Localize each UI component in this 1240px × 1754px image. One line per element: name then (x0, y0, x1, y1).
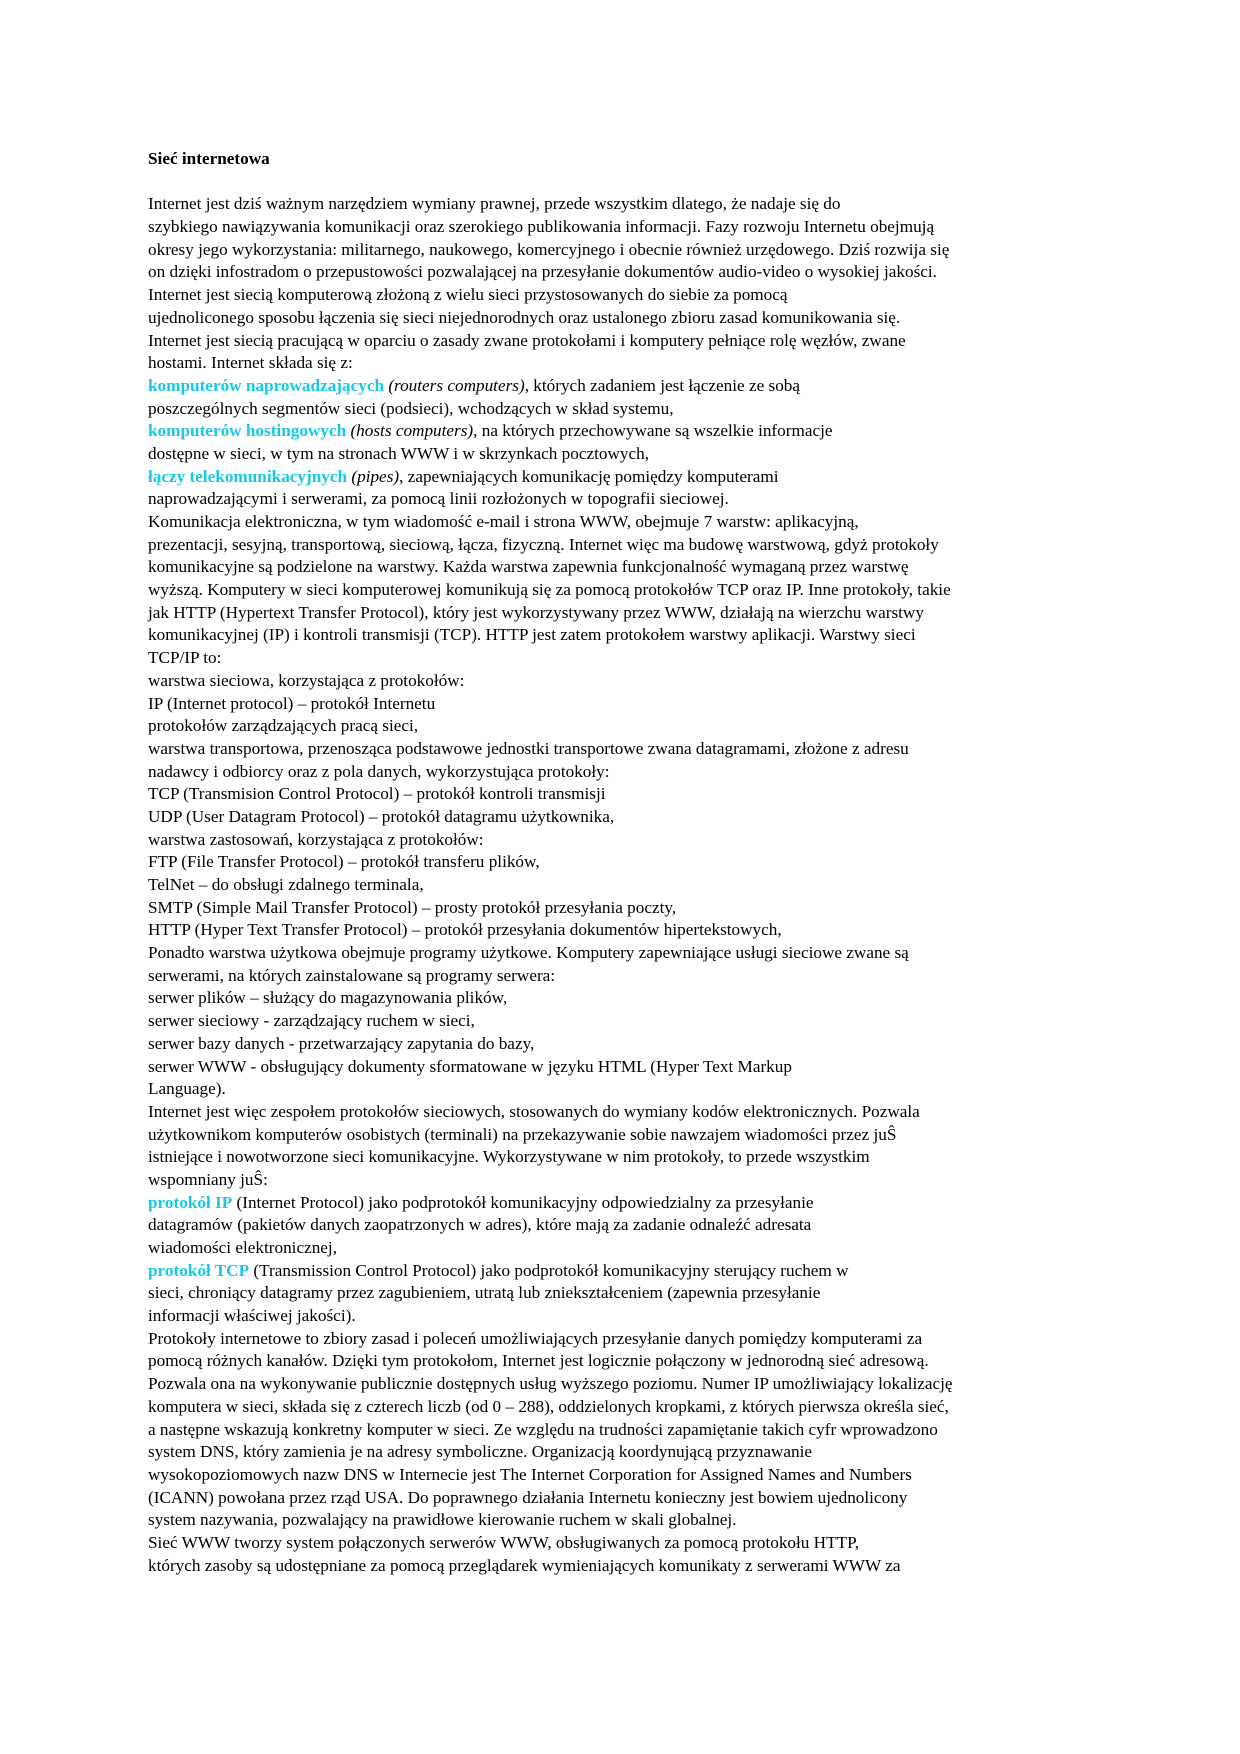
text-line (148, 352, 1108, 375)
text-line (148, 987, 1108, 1010)
text-line (148, 511, 1108, 534)
text-line (148, 216, 1108, 239)
line-text: dostępne w sieci, w tym na stronach WWW i w skrzynkach pocztowych, (148, 443, 650, 463)
highlighted-term: komputerów naprowadzających (148, 375, 385, 395)
line-text: a następne wskazują konkretny komputer w sieci. Ze względu na trudności zapamiętanie takich cyfr wprowadzono (148, 1419, 938, 1439)
line-text: Protokoły internetowe to zbiory zasad i poleceń umożliwiających przesyłanie danych pomiędzy komputerami za (148, 1328, 923, 1348)
text-line (148, 330, 1108, 353)
line-text: nadawcy i odbiorcy oraz z pola danych, wykorzystująca protokoły: (148, 761, 610, 781)
text-line (148, 1169, 1108, 1192)
line-text: serwerami, na których zainstalowane są programy serwera: (148, 965, 556, 985)
text-line (148, 1192, 1108, 1215)
line-text: wspomniany juŜ: (148, 1169, 268, 1189)
text-line (148, 942, 1108, 965)
line-text: Ponadto warstwa użytkowa obejmuje programy użytkowe. Komputery zapewniające usługi sieciowe zwane są (148, 943, 909, 963)
italic-term: (routers computers) (384, 375, 525, 395)
text-line (148, 738, 1108, 761)
text-line (148, 851, 1108, 874)
text-line (148, 829, 1108, 852)
text-line (148, 1056, 1108, 1079)
line-text: Komunikacja elektroniczna, w tym wiadomość e-mail i strona WWW, obejmuje 7 warstw: aplikacyjną, (148, 512, 859, 531)
text-line (148, 806, 1108, 829)
line-text: Language). (148, 1079, 226, 1099)
text-line (148, 398, 1108, 421)
document-body (148, 193, 1108, 1577)
line-text: prezentacji, sesyjną, transportową, sieciową, łącza, fizyczną. Internet więc ma budowę warstwową, gdyż protokoły (148, 534, 939, 554)
text-line (148, 1419, 1108, 1442)
text-line (148, 420, 1108, 443)
text-line (148, 307, 1108, 330)
line-text: FTP (File Transfer Protocol) – protokół transferu plików, (148, 852, 540, 872)
line-text: komputera w sieci, składa się z czterech liczb (od 0 – 288), oddzielonych kropkami, z których pierwsza określa sieć, (148, 1396, 949, 1416)
text-line (148, 647, 1108, 670)
text-line (148, 193, 1108, 216)
text-line (148, 239, 1108, 262)
highlighted-term: protokół TCP (148, 1260, 250, 1280)
line-text: HTTP (Hyper Text Transfer Protocol) – protokół przesyłania dokumentów hipertekstowych, (148, 920, 782, 940)
line-text: (Internet Protocol) jako podprotokół komunikacyjny odpowiedzialny za przesyłanie (232, 1192, 814, 1212)
text-line (148, 1101, 1108, 1124)
line-text: (Transmission Control Protocol) jako podprotokół komunikacyjny sterujący ruchem w (249, 1260, 849, 1280)
line-text: (ICANN) powołana przez rząd USA. Do poprawnego działania Internetu konieczny jest bowiem ujednolicony (148, 1487, 908, 1507)
text-line (148, 715, 1108, 738)
text-line (148, 466, 1108, 489)
line-text: sieci, chroniący datagramy przez zagubieniem, utratą lub zniekształceniem (zapewnia przesyłanie (148, 1283, 821, 1303)
line-text: TCP (Transmision Control Protocol) – protokół kontroli transmisji (148, 784, 606, 804)
line-text: komunikacyjne są podzielone na warstwy. Każda warstwa zapewnia funkcjonalność wymaganą przez warstwę (148, 557, 909, 577)
text-line (148, 1373, 1108, 1396)
line-text: SMTP (Simple Mail Transfer Protocol) – prosty protokół przesyłania poczty, (148, 897, 677, 917)
line-text: poszczególnych segmentów sieci (podsieci), wchodzących w skład systemu, (148, 398, 674, 418)
line-text: serwer bazy danych - przetwarzający zapytania do bazy, (148, 1033, 535, 1053)
text-line (148, 965, 1108, 988)
text-line (148, 1441, 1108, 1464)
line-text: wysokopoziomowych nazw DNS w Internecie jest The Internet Corporation for Assigned Names and Numbers (148, 1464, 912, 1484)
text-line (148, 1078, 1108, 1101)
highlighted-term: łączy telekomunikacyjnych (148, 466, 348, 486)
line-text: Pozwala ona na wykonywanie publicznie dostępnych usług wyższego poziomu. Numer IP umożliwiający lokalizację (148, 1374, 953, 1394)
line-text: on dzięki infostradom o przepustowości pozwalającej na przesyłanie dokumentów audio-video o wysokiej jakości. (148, 262, 937, 282)
text-line (148, 443, 1108, 466)
text-line (148, 488, 1108, 511)
line-text: warstwa sieciowa, korzystająca z protokołów: (148, 670, 465, 690)
text-line (148, 1146, 1108, 1169)
line-text: komunikacyjnej (IP) i kontroli transmisji (TCP). HTTP jest zatem protokołem warstwy aplikacji. Warstwy sieci (148, 625, 916, 645)
text-line (148, 761, 1108, 784)
line-text: , których zadaniem jest łączenie ze sobą (524, 375, 801, 395)
line-text: szybkiego nawiązywania komunikacji oraz szerokiego publikowania informacji. Fazy rozwoju Internetu obejmują (148, 217, 935, 237)
line-text: , na których przechowywane są wszelkie informacje (473, 421, 833, 441)
line-text: serwer plików – służący do magazynowania plików, (148, 988, 508, 1008)
highlighted-term: komputerów hostingowych (148, 421, 347, 441)
line-text: datagramów (pakietów danych zaopatrzonych w adres), które mają za zadanie odnaleźć adresata (148, 1215, 812, 1235)
text-line (148, 1464, 1108, 1487)
text-line (148, 602, 1108, 625)
text-line (148, 1282, 1108, 1305)
text-line (148, 1555, 1108, 1578)
line-text: TCP/IP to: (148, 648, 222, 668)
line-text: protokołów zarządzających pracą sieci, (148, 716, 419, 736)
text-line (148, 579, 1108, 602)
text-line (148, 874, 1108, 897)
document-title: Sieć internetowa (148, 149, 270, 168)
line-text: TelNet – do obsługi zdalnego terminala, (148, 875, 424, 894)
line-text: pomocą różnych kanałów. Dzięki tym protokołom, Internet jest logicznie połączony w jednorodną sieć adresową. (148, 1351, 929, 1371)
text-line (148, 261, 1108, 284)
text-line (148, 783, 1108, 806)
text-line (148, 1305, 1108, 1328)
highlighted-term: protokół IP (148, 1192, 233, 1212)
text-line (148, 1010, 1108, 1033)
line-text: Internet jest więc zespołem protokołów sieciowych, stosowanych do wymiany kodów elektronicznych. Pozwala (148, 1101, 920, 1121)
line-text: IP (Internet protocol) – protokół Internetu (148, 693, 436, 713)
line-text: okresy jego wykorzystania: militarnego, naukowego, komercyjnego i obecnie również urzędowego. Dziś rozwija się (148, 239, 950, 259)
line-text: Sieć WWW tworzy system połączonych serwerów WWW, obsługiwanych za pomocą protokołu HTTP, (148, 1532, 860, 1552)
text-line (148, 897, 1108, 920)
text-line (148, 693, 1108, 716)
line-text: naprowadzającymi i serwerami, za pomocą linii rozłożonych w topografii sieciowej. (148, 489, 729, 509)
line-text: hostami. Internet składa się z: (148, 353, 353, 373)
line-text: warstwa transportowa, przenosząca podstawowe jednostki transportowe zwana datagramami, złożone z adresu (148, 738, 909, 758)
line-text: serwer WWW - obsługujący dokumenty sformatowane w języku HTML (Hyper Text Markup (148, 1056, 792, 1076)
text-line (148, 1214, 1108, 1237)
text-line (148, 1124, 1108, 1147)
text-line (148, 1509, 1108, 1532)
italic-term: (pipes) (347, 466, 400, 486)
line-text: użytkownikom komputerów osobistych (terminali) na przekazywanie sobie nawzajem wiadomości przez juŜ (148, 1124, 897, 1144)
line-text: których zasoby są udostępniane za pomocą przeglądarek wymieniających komunikaty z serwerami WWW za (148, 1555, 901, 1575)
text-line (148, 1033, 1108, 1056)
line-text: ujednoliconego sposobu łączenia się sieci niejednorodnych oraz ustalonego zbioru zasad komunikowania się. (148, 307, 901, 327)
text-line (148, 624, 1108, 647)
text-line (148, 1237, 1108, 1260)
line-text: informacji właściwej jakości). (148, 1306, 356, 1326)
line-text: system DNS, który zamienia je na adresy symboliczne. Organizacją koordynującą przyznawanie (148, 1442, 813, 1462)
text-line (148, 1260, 1108, 1283)
line-text: Internet jest siecią komputerową złożoną z wielu sieci przystosowanych do siebie za pomocą (148, 285, 788, 305)
text-line (148, 1328, 1108, 1351)
italic-term: (hosts computers) (346, 421, 474, 441)
line-text: wiadomości elektronicznej, (148, 1238, 337, 1257)
text-line (148, 284, 1108, 307)
line-text: , zapewniających komunikację pomiędzy komputerami (399, 466, 779, 486)
line-text: wyższą. Komputery w sieci komputerowej komunikują się za pomocą protokołów TCP oraz IP. Inne protokoły, takie (148, 580, 951, 600)
text-line (148, 1487, 1108, 1510)
text-line (148, 1350, 1108, 1373)
line-text: UDP (User Datagram Protocol) – protokół datagramu użytkownika, (148, 806, 615, 826)
text-line (148, 534, 1108, 557)
text-line (148, 919, 1108, 942)
line-text: Internet jest dziś ważnym narzędziem wymiany prawnej, przede wszystkim dlatego, że nadaje się do (148, 194, 841, 214)
document-page (148, 148, 1108, 1577)
text-line (148, 670, 1108, 693)
text-line (148, 556, 1108, 579)
line-text: jak HTTP (Hypertext Transfer Protocol), który jest wykorzystywany przez WWW, działają na wierzchu warstwy (148, 602, 924, 622)
text-line (148, 1396, 1108, 1419)
line-text: system nazywania, pozwalający na prawidłowe kierowanie ruchem w skali globalnej. (148, 1510, 737, 1530)
line-text: serwer sieciowy - zarządzający ruchem w sieci, (148, 1011, 475, 1031)
line-text: istniejące i nowotworzone sieci komunikacyjne. Wykorzystywane w nim protokoły, to przede wszystkim (148, 1147, 870, 1167)
line-text: warstwa zastosowań, korzystająca z protokołów: (148, 829, 484, 849)
text-line (148, 1532, 1108, 1555)
text-line (148, 375, 1108, 398)
line-text: Internet jest siecią pracującą w oparciu o zasady zwane protokołami i komputery pełniące rolę węzłów, zwane (148, 330, 906, 350)
